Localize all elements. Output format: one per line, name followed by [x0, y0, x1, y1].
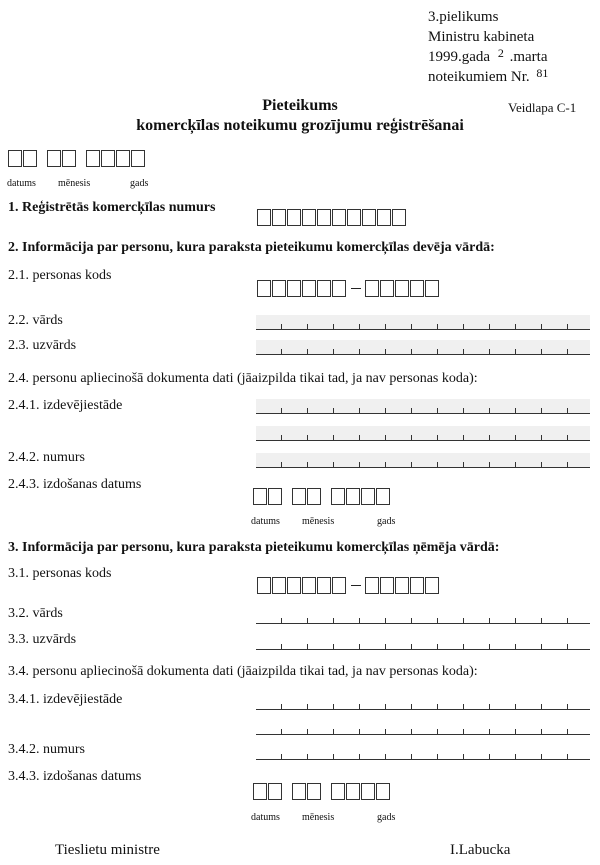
- date-box[interactable]: [47, 150, 61, 167]
- regulation-year: 1999.gada: [428, 49, 491, 65]
- form-title: Pieteikums: [262, 97, 338, 114]
- regulation-date: [428, 48, 547, 66]
- date-label-year: gads: [377, 516, 396, 527]
- code-box[interactable]: [425, 280, 439, 297]
- code-box[interactable]: [365, 577, 379, 594]
- date-box[interactable]: [361, 783, 375, 800]
- date-box[interactable]: [292, 783, 306, 800]
- digit-box[interactable]: [332, 209, 346, 226]
- s3-last-name-label: 3.3. uzvārds: [8, 632, 77, 647]
- date-box[interactable]: [376, 783, 390, 800]
- application-date-boxes: [8, 150, 146, 167]
- date-box[interactable]: [307, 488, 321, 505]
- section-1-title: 1. Reģistrētās komercķīlas numurs: [8, 200, 216, 215]
- digit-box[interactable]: [317, 209, 331, 226]
- s2-issuer-field-2[interactable]: [256, 429, 590, 441]
- appendix-number: 3.pielikums: [428, 9, 499, 25]
- code-box[interactable]: [395, 577, 409, 594]
- date-box[interactable]: [346, 488, 360, 505]
- code-box[interactable]: [317, 577, 331, 594]
- s3-personal-code-label: 3.1. personas kods: [8, 566, 112, 581]
- code-box[interactable]: [410, 280, 424, 297]
- date-box[interactable]: [8, 150, 22, 167]
- date-box[interactable]: [268, 783, 282, 800]
- date-label-year: gads: [130, 178, 149, 189]
- form-code: Veidlapa C-1: [508, 100, 577, 115]
- digit-box[interactable]: [362, 209, 376, 226]
- digit-box[interactable]: [377, 209, 391, 226]
- date-label-day: datums: [251, 516, 280, 527]
- date-box[interactable]: [292, 488, 306, 505]
- date-box[interactable]: [268, 488, 282, 505]
- date-box[interactable]: [376, 488, 390, 505]
- s2-issuer-field-1[interactable]: [256, 402, 590, 414]
- section-2-title: 2. Informācija par personu, kura paraksta pieteikumu komercķīlas devēja vārdā:: [8, 240, 495, 255]
- code-box[interactable]: [317, 280, 331, 297]
- code-box[interactable]: [272, 280, 286, 297]
- s2-issue-date-boxes: [253, 488, 391, 505]
- date-box[interactable]: [131, 150, 145, 167]
- cabinet-label: Ministru kabineta: [428, 29, 535, 45]
- date-box[interactable]: [116, 150, 130, 167]
- digit-box[interactable]: [272, 209, 286, 226]
- minister-name: I.Labucka: [450, 842, 511, 858]
- s2-doc-number-field[interactable]: [256, 456, 590, 468]
- s2-id-document-label: 2.4. personu apliecinošā dokumenta dati (jāaizpilda tikai tad, ja nav personas koda):: [8, 371, 478, 386]
- date-box[interactable]: [346, 783, 360, 800]
- digit-box[interactable]: [287, 209, 301, 226]
- digit-box[interactable]: [302, 209, 316, 226]
- code-box[interactable]: [395, 280, 409, 297]
- code-box[interactable]: [257, 577, 271, 594]
- code-separator: [351, 585, 361, 586]
- code-box[interactable]: [410, 577, 424, 594]
- date-box[interactable]: [23, 150, 37, 167]
- code-box[interactable]: [302, 577, 316, 594]
- registration-number-boxes: [257, 209, 407, 226]
- date-box[interactable]: [101, 150, 115, 167]
- s3-doc-number-label: 3.4.2. numurs: [8, 742, 85, 757]
- date-box[interactable]: [307, 783, 321, 800]
- digit-box[interactable]: [392, 209, 406, 226]
- s3-issue-date-label: 3.4.3. izdošanas datums: [8, 769, 142, 784]
- s2-personal-code-label: 2.1. personas kods: [8, 268, 112, 283]
- date-box[interactable]: [253, 783, 267, 800]
- date-box[interactable]: [331, 783, 345, 800]
- date-label-year: gads: [377, 812, 396, 823]
- s3-doc-number-field[interactable]: [256, 748, 590, 760]
- minister-title: Tieslietu ministre: [55, 842, 160, 858]
- form-subtitle: komercķīlas noteikumu grozījumu reģistrēšanai: [136, 117, 464, 134]
- date-box[interactable]: [86, 150, 100, 167]
- code-box[interactable]: [272, 577, 286, 594]
- code-box[interactable]: [332, 280, 346, 297]
- code-box[interactable]: [332, 577, 346, 594]
- code-box[interactable]: [425, 577, 439, 594]
- code-box[interactable]: [257, 280, 271, 297]
- date-box[interactable]: [62, 150, 76, 167]
- s2-first-name-label: 2.2. vārds: [8, 313, 63, 328]
- s3-first-name-field[interactable]: [256, 612, 590, 624]
- regulation-label: noteikumiem Nr.: [428, 69, 530, 85]
- date-label-month: mēnesis: [58, 178, 91, 189]
- regulation-number-line: [428, 68, 548, 86]
- s2-doc-number-label: 2.4.2. numurs: [8, 450, 85, 465]
- s2-last-name-label: 2.3. uzvārds: [8, 338, 77, 353]
- code-box[interactable]: [380, 577, 394, 594]
- s3-first-name-label: 3.2. vārds: [8, 606, 63, 621]
- s2-issuer-label: 2.4.1. izdevējiestāde: [8, 398, 123, 413]
- regulation-number: 81: [536, 66, 549, 80]
- date-box[interactable]: [331, 488, 345, 505]
- date-label-day: datums: [251, 812, 280, 823]
- code-box[interactable]: [365, 280, 379, 297]
- digit-box[interactable]: [257, 209, 271, 226]
- code-box[interactable]: [380, 280, 394, 297]
- s2-first-name-field[interactable]: [256, 318, 590, 330]
- digit-box[interactable]: [347, 209, 361, 226]
- s2-issue-date-label: 2.4.3. izdošanas datums: [8, 477, 142, 492]
- s3-issuer-field-1[interactable]: [256, 698, 590, 710]
- s3-personal-code-boxes: [257, 577, 440, 594]
- code-box[interactable]: [302, 280, 316, 297]
- s3-issuer-field-2[interactable]: [256, 723, 590, 735]
- regulation-month: .marta: [509, 49, 548, 65]
- s3-issuer-label: 3.4.1. izdevējiestāde: [8, 692, 123, 707]
- code-box[interactable]: [287, 280, 301, 297]
- s2-last-name-field[interactable]: [256, 343, 590, 355]
- section-3-title: 3. Informācija par personu, kura paraksta pieteikumu komercķīlas ņēmēja vārdā:: [8, 540, 500, 555]
- code-box[interactable]: [287, 577, 301, 594]
- date-box[interactable]: [253, 488, 267, 505]
- regulation-day: 2: [497, 46, 504, 60]
- date-label-month: mēnesis: [302, 812, 335, 823]
- date-box[interactable]: [361, 488, 375, 505]
- s3-id-document-label: 3.4. personu apliecinošā dokumenta dati (jāaizpilda tikai tad, ja nav personas koda):: [8, 664, 478, 679]
- s3-issue-date-boxes: [253, 783, 391, 800]
- code-separator: [351, 288, 361, 289]
- date-label-day: datums: [7, 178, 36, 189]
- s3-last-name-field[interactable]: [256, 638, 590, 650]
- date-label-month: mēnesis: [302, 516, 335, 527]
- s2-personal-code-boxes: [257, 280, 440, 297]
